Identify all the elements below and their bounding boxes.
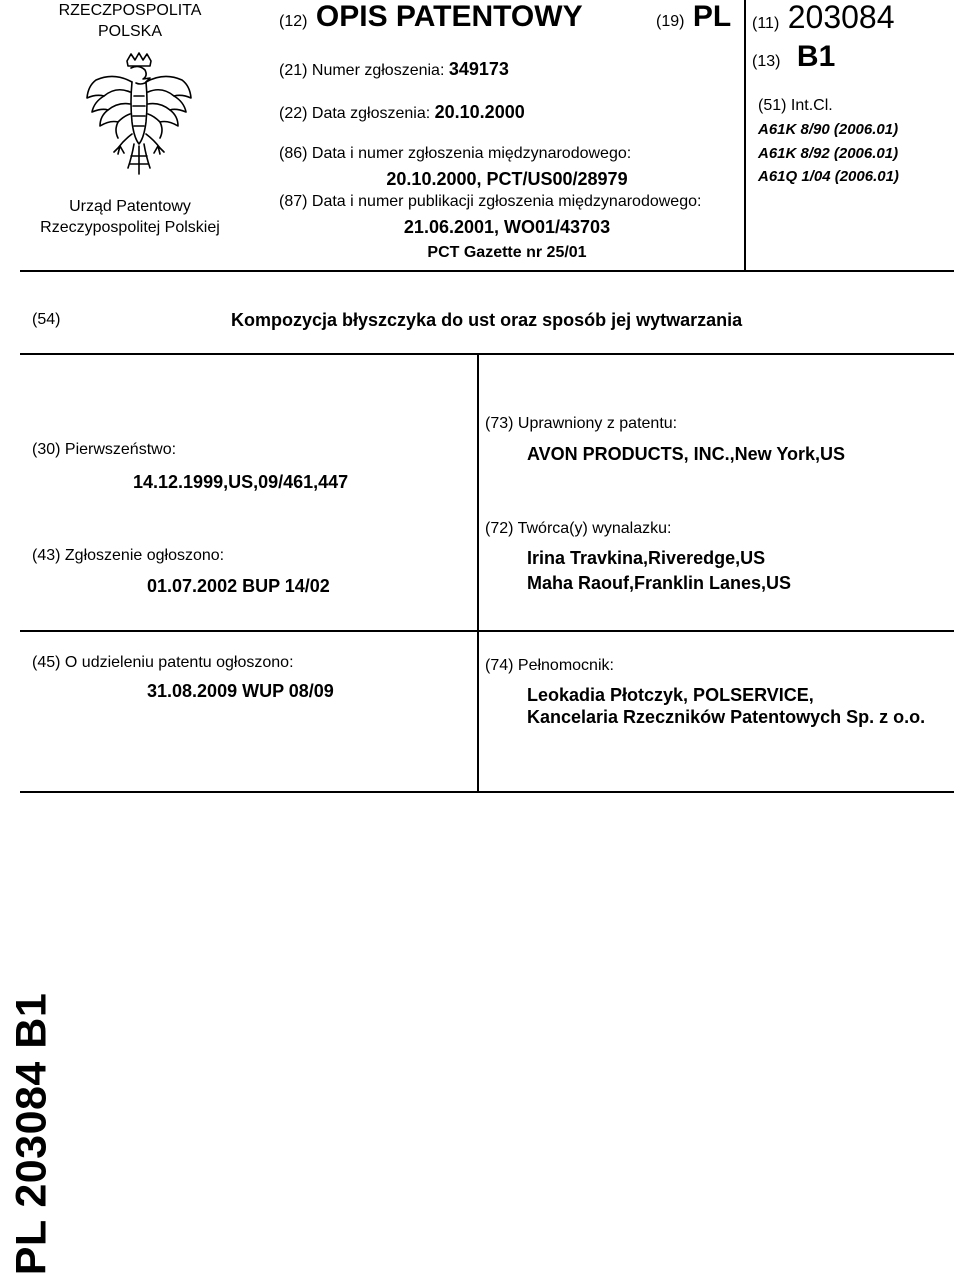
priority-label: (30) Pierwszeństwo:	[32, 441, 177, 458]
polish-eagle-icon	[84, 52, 194, 178]
pct-gazette: PCT Gazette nr 25/01	[427, 244, 587, 261]
office-line-2: Rzeczypospolitej Polskiej	[40, 219, 220, 236]
rule-title-bottom	[20, 353, 954, 355]
holder-value: AVON PRODUCTS, INC.,New York,US	[527, 444, 846, 464]
country-line-1: RZECZPOSPOLITA	[58, 2, 202, 19]
application-number	[279, 58, 509, 82]
attorney-label: (74) Pełnomocnik:	[485, 657, 614, 674]
priority-value: 14.12.1999,US,09/461,447	[133, 472, 349, 492]
rule-bottom	[20, 791, 954, 793]
intl-publication-label: (87) Data i numer publikacji zgłoszenia międzynarodowego:	[279, 193, 702, 210]
announced-label: (43) Zgłoszenie ogłoszono:	[32, 547, 225, 564]
column-divider-bottom	[477, 630, 479, 792]
column-divider	[477, 353, 479, 630]
patent-number-label: (11)	[752, 15, 780, 32]
inventors-label: (72) Twórca(y) wynalazku:	[485, 520, 672, 537]
kind-code	[752, 40, 835, 74]
inventor-2: Maha Raouf,Franklin Lanes,US	[527, 573, 792, 593]
country-code-label: (19)	[656, 13, 685, 30]
attorney-line-2: Kancelaria Rzeczników Patentowych Sp. z o.o.	[527, 707, 926, 727]
office-line-1: Urząd Patentowy	[69, 198, 191, 215]
int-cl-code-3: A61Q 1/04 (2006.01)	[758, 168, 899, 185]
announced-value: 01.07.2002 BUP 14/02	[147, 576, 330, 596]
invention-title: Kompozycja błyszczyka do ust oraz sposób jej wytwarzania	[231, 310, 743, 330]
int-cl-code-1: A61K 8/90 (2006.01)	[758, 121, 899, 138]
application-date-value: 20.10.2000	[434, 102, 525, 122]
granted-label: (45) O udzieleniu patentu ogłoszono:	[32, 654, 294, 671]
country-code	[656, 0, 731, 34]
intl-application-label: (86) Data i numer zgłoszenia międzynarodowego:	[279, 145, 632, 162]
attorney-line-1: Leokadia Płotczyk, POLSERVICE,	[527, 685, 814, 705]
title-code: (54)	[32, 311, 61, 328]
kind-code-label: (13)	[752, 53, 781, 70]
application-number-value: 349173	[448, 59, 509, 79]
intl-publication-value: 21.06.2001, WO01/43703	[403, 217, 611, 237]
doc-type-code: (12)	[279, 13, 308, 30]
patent-number	[752, 0, 895, 34]
document-type	[279, 0, 583, 34]
rule-middle	[20, 630, 954, 632]
country-code-value: PL	[692, 0, 732, 33]
doc-type-title: OPIS PATENTOWY	[315, 0, 583, 33]
side-patent-code: PL 203084 B1	[7, 992, 56, 1275]
intl-application-value: 20.10.2000, PCT/US00/28979	[386, 169, 628, 189]
kind-code-value: B1	[796, 40, 836, 73]
patent-number-value: 203084	[787, 0, 895, 35]
holder-label: (73) Uprawniony z patentu:	[485, 415, 678, 432]
rule-top	[20, 270, 954, 272]
country-line-2: POLSKA	[97, 23, 163, 40]
inventor-1: Irina Travkina,Riveredge,US	[527, 548, 766, 568]
header-divider	[744, 0, 746, 270]
country-name	[40, 0, 220, 42]
granted-value: 31.08.2009 WUP 08/09	[147, 681, 334, 701]
application-number-label: (21) Numer zgłoszenia:	[279, 62, 445, 79]
patent-office-name	[40, 196, 220, 238]
int-cl-code-2: A61K 8/92 (2006.01)	[758, 145, 899, 162]
application-date-label: (22) Data zgłoszenia:	[279, 105, 431, 122]
int-cl-label: (51) Int.Cl.	[758, 97, 833, 114]
application-date	[279, 101, 525, 125]
